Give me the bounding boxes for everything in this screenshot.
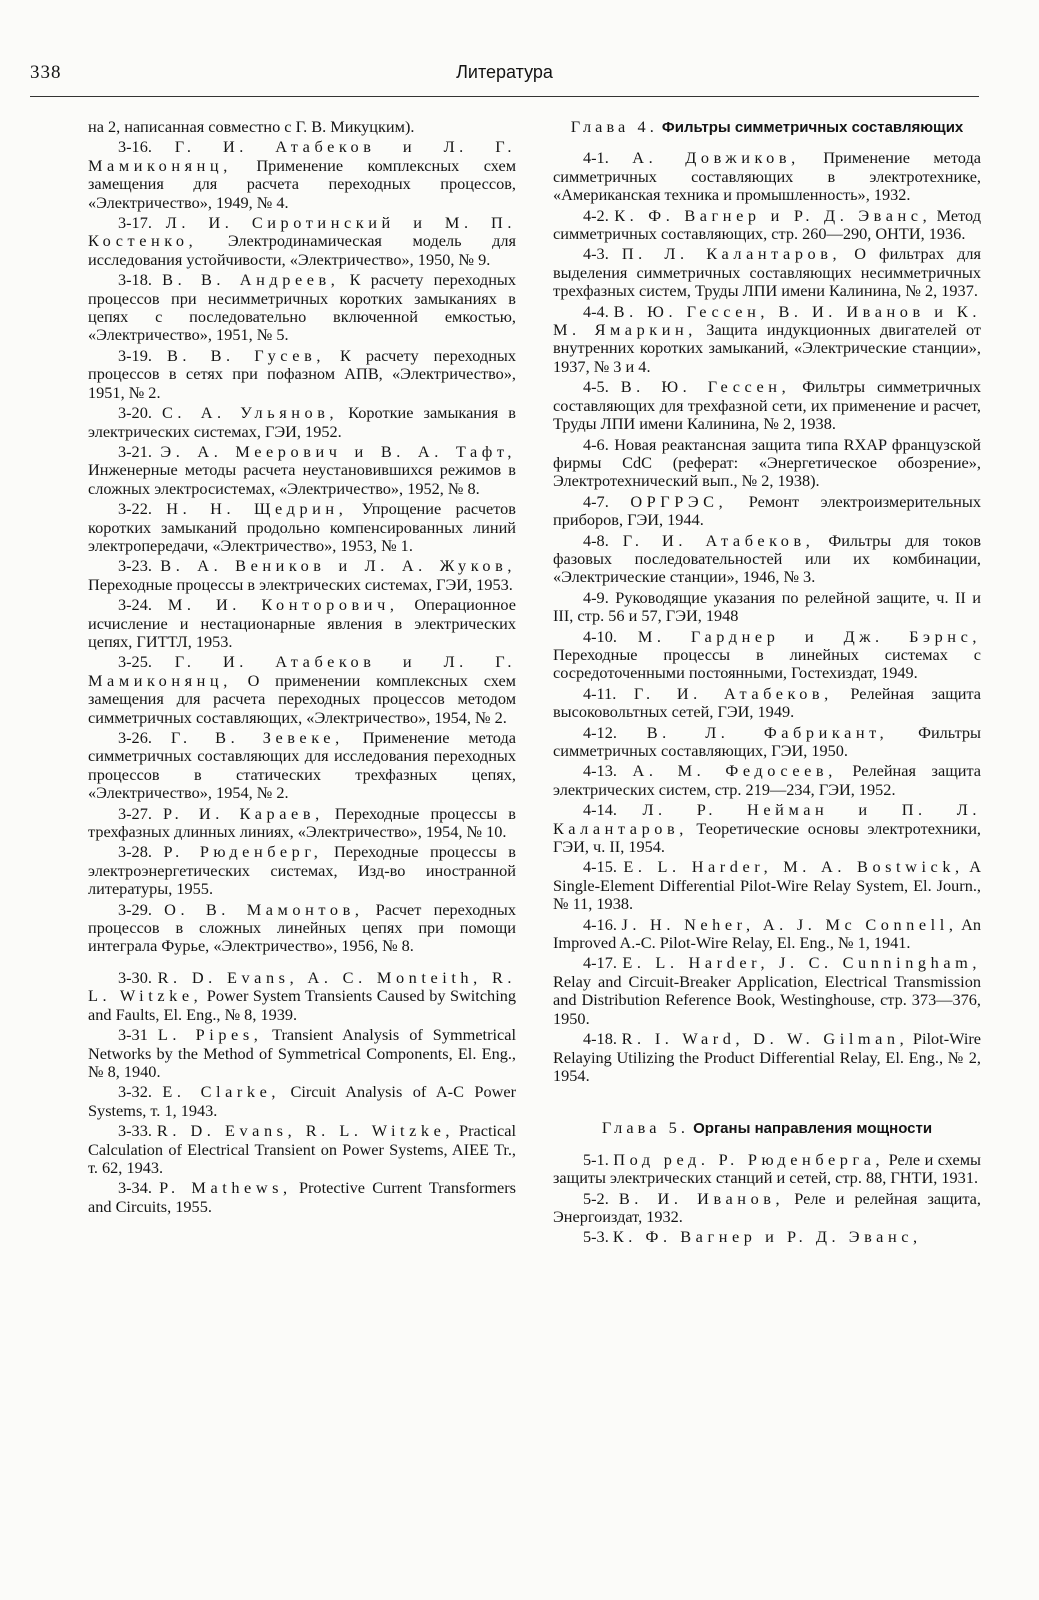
reference-entry — [88, 596, 516, 651]
chapter-4-references — [553, 149, 981, 1085]
reference-text: Инженерные методы расчета неустановившихся режимов в сложных электросистемах, «Электричество», 1952, № 8. — [88, 460, 516, 498]
reference-entry — [553, 493, 981, 530]
reference-entry — [553, 1151, 981, 1188]
reference-text: Practical Calculation of Electrical Transient on Power Systems, AIEE Tr., т. 62, 1943. — [88, 1121, 516, 1177]
reference-number: 3-34. — [118, 1178, 152, 1198]
reference-entry — [553, 436, 981, 491]
chapter-4-heading — [553, 118, 981, 137]
reference-entry — [88, 729, 516, 803]
reference-entry — [88, 1083, 516, 1120]
reference-text: Релейная защита электрических систем, стр. 219—234, ГЭИ, 1952. — [553, 761, 981, 799]
reference-entry — [553, 628, 981, 683]
reference-number: 4-13. — [583, 761, 617, 781]
reference-entry — [88, 805, 516, 842]
reference-number: 4-18. — [583, 1029, 617, 1049]
reference-entry — [553, 762, 981, 799]
reference-text: О фильтрах для выделения симметричных составляющих несимметричных трехфазных систем, Труды ЛПИ имени Калинина, № 2, 1937. — [553, 244, 982, 301]
reference-authors: К. Ф. Вагнер и Р. Д. Эванс, — [614, 205, 932, 225]
reference-entry — [88, 969, 516, 1024]
reference-authors: J. H. Neher, A. J. Mc Connell, — [621, 914, 958, 934]
reference-number: 4-16. — [583, 914, 617, 934]
reference-number: 4-3. — [583, 244, 609, 264]
reference-text: Power System Transients Caused by Switching and Faults, El. Eng., № 8, 1939. — [88, 986, 516, 1024]
reference-text: Применение метода симметричных составляющих в электротехнике, «Американская техника и промышленность», 1932. — [553, 148, 981, 205]
reference-authors: Г. В. Зевеке, — [170, 728, 344, 747]
reference-authors: R. D. Evans, A. C. Monteith, R. L. Witzke, — [88, 967, 517, 1006]
reference-authors: Г. И. Атабеков, — [622, 530, 815, 550]
reference-authors: Р. И. Караев, — [163, 803, 324, 823]
reference-number: 3-31 — [118, 1025, 148, 1045]
reference-text: Переходные процессы в трехфазных длинных линиях, «Электричество», 1954, № 10. — [88, 803, 516, 842]
reference-text: Pilot-Wire Relaying Utilizing the Product Differential Relay, El. Eng., № 2, 1954. — [553, 1029, 981, 1085]
reference-text: Электродинамическая модель для исследования устойчивости, «Электричество», 1950, № 9. — [88, 231, 516, 269]
reference-authors: К. Ф. Вагнер и Р. Д. Эванс, — [612, 1227, 922, 1247]
reference-authors: Э. А. Меерович и В. А. Тафт, — [160, 441, 516, 461]
reference-authors: О. В. Мамонтов, — [164, 899, 364, 919]
reference-authors: С. А. Ульянов, — [162, 403, 339, 423]
reference-text: Метод симметричных составляющих, стр. 260—290, ОНТИ, 1936. — [553, 205, 981, 244]
reference-number: 3-33. — [118, 1121, 152, 1141]
reference-authors: R. I. Ward, D. W. Gilman, — [621, 1029, 909, 1049]
reference-text: Расчет переходных процессов в сложных линейных цепях при помощи интеграла Фурье, «Электричество», 1956, № 8. — [88, 899, 516, 956]
reference-number: 4-17. — [583, 953, 617, 973]
reference-authors: Г. И. Атабеков, — [633, 683, 833, 703]
reference-number: 4-9. — [583, 587, 609, 607]
reference-authors: Г. И. Атабеков и Л. Г. Мамиконянц, — [88, 137, 516, 175]
reference-number: 3-30. — [118, 967, 152, 987]
chapter-5-heading — [553, 1119, 981, 1138]
reference-authors: Л. Р. Нейман и П. Л. Калантаров, — [553, 800, 981, 838]
reference-authors: В. Л. Фабрикант, — [646, 722, 889, 742]
reference-entry — [553, 954, 981, 1028]
chapter-title: Фильтры симметричных составляющих — [661, 119, 964, 136]
reference-text: О применении комплексных схем замещения для расчета переходных процессов методом симметричных составляющих, «Электричество», 1954, № 2. — [88, 670, 516, 727]
reference-number: 4-5. — [583, 377, 609, 397]
reference-text: Защита индукционных двигателей от внутренних коротких замыканий, «Электрические станции», 1937, № 3 и 4. — [553, 320, 981, 376]
reference-number: 4-12. — [583, 722, 617, 742]
reference-number: 4-1. — [583, 148, 609, 168]
reference-authors: В. А. Веников и Л. А. Жуков, — [160, 556, 517, 576]
reference-entry — [553, 1190, 981, 1227]
reference-entry — [553, 1030, 981, 1085]
reference-authors: E. L. Harder, J. C. Cunningham, — [622, 953, 981, 973]
reference-text: Переходные процессы в электроэнергетических системах, Изд-во иностранной литературы, 1955. — [88, 842, 516, 899]
reference-number: 4-6. — [583, 434, 609, 454]
reference-number: 4-8. — [583, 530, 609, 550]
reference-entry — [553, 858, 981, 913]
reference-authors: В. Ю. Гессен, В. И. Иванов и К. М. Ямаркин, — [553, 301, 981, 340]
reference-entry — [553, 724, 981, 761]
running-title: Литература — [456, 62, 553, 82]
left-column — [88, 118, 516, 1218]
reference-entry — [553, 245, 981, 300]
reference-number: 5-2. — [583, 1188, 609, 1208]
reference-text: Теоретические основы электротехники, ГЭИ, ч. II, 1954. — [553, 818, 981, 857]
reference-text: Переходные процессы в линейных системах с сосредоточенными постоянными, Гостехиздат, 1949. — [553, 644, 981, 683]
reference-number: 3-21. — [118, 441, 152, 461]
reference-entry — [88, 138, 516, 212]
reference-entry — [553, 1228, 981, 1246]
reference-number: 3-26. — [118, 728, 152, 747]
reference-authors: Р. Рюденберг, — [163, 842, 323, 862]
reference-text: Применение метода симметричных составляющих для исследования переходных процессов в статических трехфазных цепях, «Электричество», 1954, № 2. — [88, 728, 516, 803]
reference-authors: Н. Н. Щедрин, — [166, 499, 348, 519]
reference-number: 3-23. — [118, 556, 152, 576]
reference-text: Реле и релейная защита, Энергоиздат, 1932. — [553, 1188, 981, 1226]
reference-number: 3-16. — [118, 137, 152, 157]
reference-text: Новая реактансная защита типа RXAP французской фирмы CdC (реферат: «Энергетическое обозрение», Электротехнический вып., № 2, 1938). — [553, 434, 981, 491]
reference-entry — [553, 685, 981, 722]
chapter-5-references — [553, 1151, 981, 1247]
reference-authors: В. Ю. Гессен, — [620, 377, 791, 397]
reference-text: An Improved A.-C. Pilot-Wire Relay, El. Eng., № 1, 1941. — [553, 914, 981, 953]
reference-entry — [553, 207, 981, 244]
reference-number: 3-28. — [118, 842, 152, 862]
reference-entry — [88, 214, 516, 269]
reference-authors: E. Clarke, — [162, 1082, 281, 1102]
reference-entry — [88, 1179, 516, 1216]
page-header — [30, 56, 979, 97]
reference-number: 3-22. — [118, 499, 152, 519]
reference-number: 4-2. — [583, 205, 609, 225]
reference-text: Фильтры для токов фазовых последовательностей или их комбинации, «Электрические станции», 1946, № 3. — [553, 530, 982, 587]
reference-authors: М. Гарднер и Дж. Бэрнс, — [637, 626, 981, 646]
reference-text: Применение комплексных схем замещения для расчета переходных процессов, «Электричество», 1949, № 4. — [88, 155, 517, 212]
reference-authors: П. Л. Калантаров, — [621, 244, 842, 264]
reference-authors: R. D. Evans, R. L. Witzke, — [156, 1121, 455, 1141]
reference-text: К расчету переходных процессов в сетях при пофазном АПВ, «Электричество», 1951, № 2. — [88, 345, 516, 402]
reference-text: A Single-Element Differential Pilot-Wire Relay System, El. Journ., № 11, 1938. — [553, 857, 982, 914]
reference-number: 3-29. — [118, 899, 152, 919]
reference-authors: L. Pipes, — [157, 1025, 263, 1045]
reference-number: 5-3. — [583, 1227, 609, 1247]
reference-entry — [88, 404, 516, 441]
reference-text: Transient Analysis of Symmetrical Networks by the Method of Symmetrical Components, El. Eng., № 8, 1940. — [88, 1025, 516, 1081]
reference-authors: М. И. Конторович, — [167, 595, 399, 615]
reference-entry — [553, 378, 981, 433]
reference-text: Circuit Analysis of A-C Power Systems, т. 1, 1943. — [88, 1082, 517, 1120]
reference-authors: P. Mathews, — [159, 1178, 292, 1198]
reference-entry — [88, 557, 516, 594]
reference-entry — [553, 149, 981, 204]
reference-authors: В. В. Андреев, — [162, 270, 340, 290]
reference-number: 3-17. — [118, 213, 152, 233]
reference-entry — [88, 843, 516, 898]
reference-entry — [88, 1122, 516, 1177]
reference-text: Ремонт электроизмерительных приборов, ГЭИ, 1944. — [553, 491, 981, 530]
reference-text: Операционное исчисление и нестационарные явления в электрических цепях, ГИТТЛ, 1953. — [88, 595, 516, 651]
reference-text: Реле и схемы защиты электрических станций и сетей, стр. 88, ГНТИ, 1931. — [553, 1149, 981, 1188]
reference-text: К расчету переходных процессов при несимметричных коротких замыканиях в цепях с последовательно включенной емкостью, «Электричество», 1951, № 5. — [88, 270, 516, 345]
right-column — [553, 118, 981, 1249]
reference-number: 3-25. — [118, 652, 152, 672]
reference-number: 3-18. — [118, 270, 152, 290]
page-number: 338 — [30, 62, 62, 83]
reference-text: Переходные процессы в электрических системах, ГЭИ, 1953. — [88, 574, 513, 594]
reference-entry — [88, 271, 516, 345]
reference-entry — [88, 118, 516, 136]
reference-authors: Л. И. Сиротинский и М. П. Костенко, — [88, 213, 516, 251]
reference-number: 4-10. — [583, 626, 617, 646]
reference-authors: E. L. Harder, M. A. Bostwick, — [623, 857, 964, 877]
reference-authors: Под ред. Р. Рюденберга, — [613, 1149, 885, 1169]
reference-authors: В. В. Гусев, — [166, 345, 325, 365]
reference-number: 3-20. — [118, 403, 152, 423]
reference-text: Фильтры симметричных составляющих, ГЭИ, 1950. — [553, 722, 981, 760]
reference-entry — [88, 1026, 516, 1081]
chapter-label: Глава 4. — [570, 117, 658, 136]
reference-entry — [553, 801, 981, 856]
reference-number: 4-4. — [583, 301, 609, 321]
reference-entry — [88, 500, 516, 555]
reference-number: 3-19. — [118, 345, 152, 365]
reference-number: 4-11. — [583, 683, 617, 703]
reference-text: Relay and Circuit-Breaker Application, Electrical Transmission and Distribution Reference Book, Westinghouse, стр. 373—376, 1950. — [553, 971, 981, 1028]
reference-number: 4-7. — [583, 491, 609, 511]
reference-authors: Г. И. Атабеков и Л. Г. Мамиконянц, — [88, 652, 516, 690]
reference-authors: А. М. Федосеев, — [632, 761, 837, 781]
chapter-label: Глава 5. — [601, 1118, 690, 1138]
reference-text: Руководящие указания по релейной защите, ч. II и III, стр. 56 и 57, ГЭИ, 1948 — [553, 587, 981, 626]
chapter-title: Органы направления мощности — [693, 1120, 933, 1138]
reference-authors: ОРГРЭС, — [630, 491, 728, 511]
reference-entry — [553, 589, 981, 626]
reference-text: на 2, написанная совместно с Г. В. Микуцким). — [88, 117, 415, 136]
reference-entry — [88, 443, 516, 498]
reference-text: Релейная защита высоковольтных сетей, ГЭИ, 1949. — [553, 683, 981, 722]
reference-entry — [553, 303, 981, 377]
reference-authors: В. И. Иванов, — [618, 1188, 785, 1208]
reference-number: 5-1. — [583, 1149, 609, 1169]
reference-entry — [88, 901, 516, 956]
reference-number: 3-27. — [118, 803, 152, 823]
reference-text: Фильтры симметричных составляющих для трехфазной сети, их применение и расчет, Труды ЛПИ имени Калинина, № 2, 1938. — [553, 377, 981, 434]
reference-authors: А. Довжиков, — [632, 148, 800, 168]
reference-text: Упрощение расчетов коротких замыканий продольно компенсированных линий электропередачи, «Электричество», 1953, № 1. — [88, 499, 516, 555]
reference-entry — [88, 653, 516, 727]
reference-entry — [553, 916, 981, 953]
reference-number: 3-24. — [118, 595, 152, 615]
reference-text: Короткие замыкания в электрических системах, ГЭИ, 1952. — [88, 403, 516, 441]
reference-entry — [88, 347, 516, 402]
reference-entry — [553, 532, 981, 587]
reference-number: 4-14. — [583, 800, 617, 820]
reference-number: 3-32. — [118, 1082, 152, 1102]
reference-text: Protective Current Transformers and Circuits, 1955. — [88, 1178, 517, 1216]
reference-number: 4-15. — [583, 857, 617, 877]
